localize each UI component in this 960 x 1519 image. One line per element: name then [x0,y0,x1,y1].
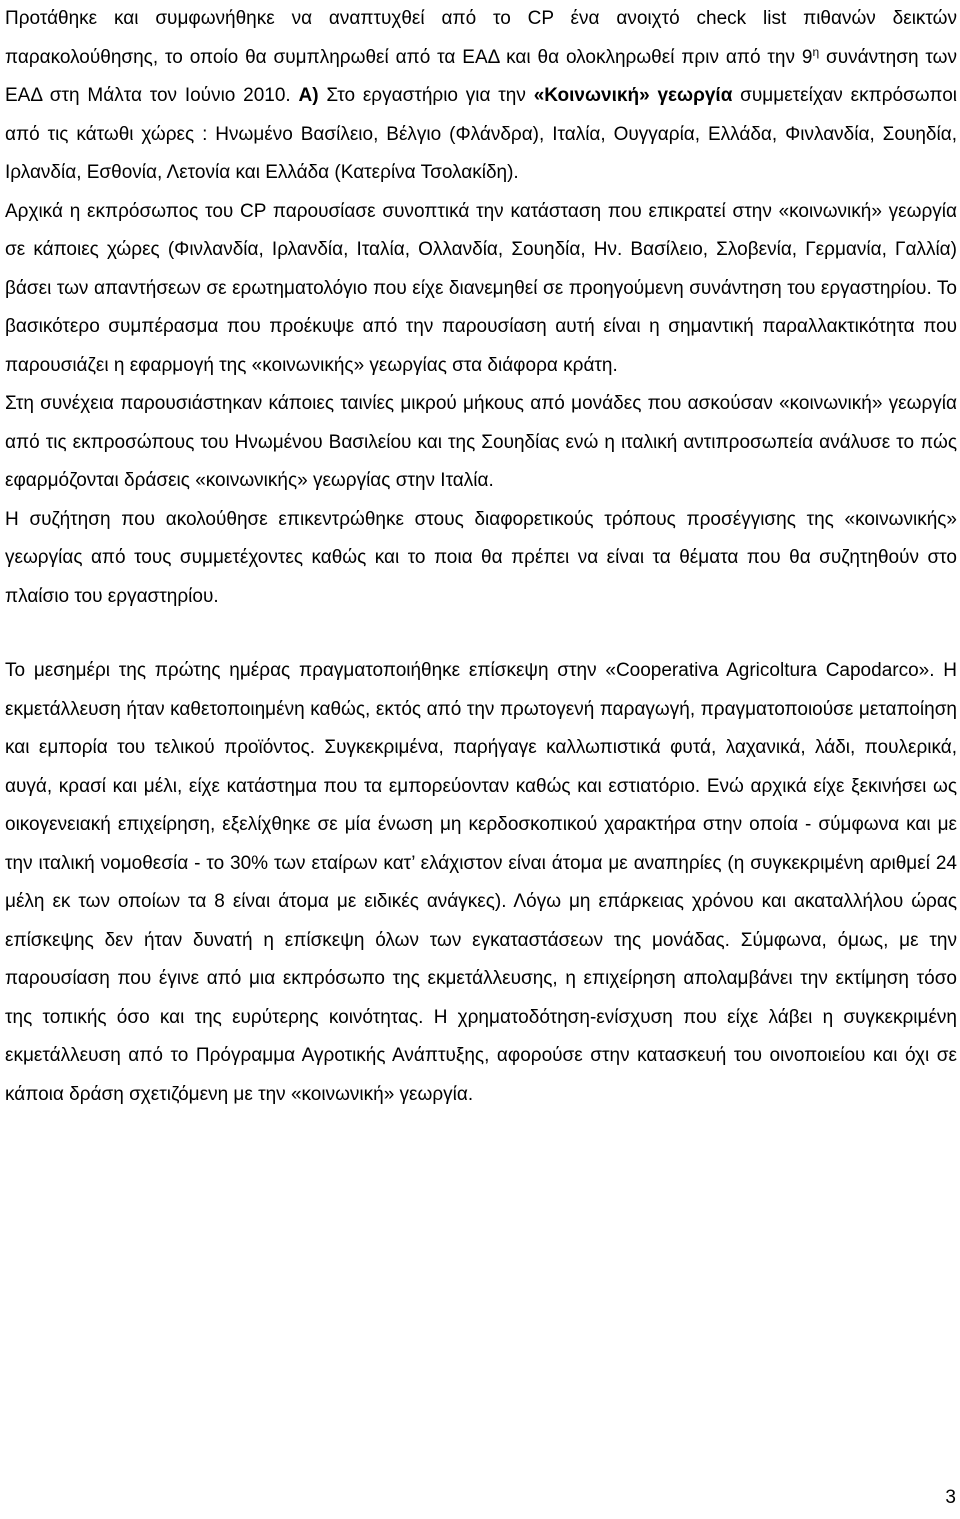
paragraph-intro-text: Προτάθηκε και συμφωνήθηκε να αναπτυχθεί από το CP ένα ανοιχτό check list πιθανών δεικτών παρακολούθησης, το οποίο θα συμπληρωθεί από τα ΕΑΔ και θα ολοκληρωθεί πριν από την 9 [5,8,957,68]
workshop-title: «Κοινωνική» γεωργία [533,85,733,106]
document-page [5,0,957,1114]
paragraph-gap [5,616,957,652]
paragraph-intro-text-4: συμμετείχαν εκπρόσωποι από τις κάτωθι χώρες : Ηνωμένο Βασίλειο, Βέλγιο (Φλάνδρα), Ιταλία, Ουγγαρία, Ελλάδα, Φινλανδία, Σουηδία, Ιρλανδία, Εσθονία, Λετονία και Ελλάδα (Κατερίνα Τσολακίδη). [5,85,957,183]
paragraph-intro [5,0,957,193]
superscript-ordinal: η [812,44,820,59]
paragraph-visit: Το μεσημέρι της πρώτης ημέρας πραγματοποιήθηκε επίσκεψη στην «Cooperativa Agricoltura Capodarco». Η εκμετάλλευση ήταν καθετοποιημένη καθώς, εκτός από την πρωτογενή παραγωγή, πραγματοποιούσε μεταποίηση και εμπορία του τελικού προϊόντος. Συγκεκριμένα, παρήγαγε καλλωπιστικά φυτά, λαχανικά, λάδι, πουλερικά, αυγά, κρασί και μέλι, είχε κατάστημα που τα εμπορεύονταν καθώς και εστιατόριο. Ενώ αρχικά είχε ξεκινήσει ως οικογενειακή επιχείρηση, εξελίχθηκε σε μία ένωση μη κερδοσκοπικού χαρακτήρα στην οποία - σύμφωνα και με την ιταλική νομοθεσία - το 30% των εταίρων κατ’ ελάχιστον είναι άτομα με αναπηρίες (η συγκεκριμένη αριθμεί 24 μέλη εκ των οποίων τα 8 είναι άτομα με ειδικές ανάγκες). Λόγω μη επάρκειας χρόνου και ακαταλλήλου ώρας επίσκεψης δεν ήταν δυνατή η επίσκεψη όλων των εγκαταστάσεων της μονάδας. Σύμφωνα, όμως, με την παρουσίαση που έγινε από μια εκπρόσωπο της εκμετάλλευσης, η επιχείρηση απολαμβάνει την εκτίμηση τόσο της τοπικής όσο και της ευρύτερης κοινότητας. Η χρηματοδότηση-ενίσχυση που είχε λάβει η συγκεκριμένη εκμετάλλευση από το Πρόγραμμα Αγροτικής Ανάπτυξης, αφορούσε στην κατασκευή του οινοποιείου και όχι σε κάποια δράση σχετιζόμενη με την «κοινωνική» γεωργία. [5,660,957,1105]
paragraph-films: Στη συνέχεια παρουσιάστηκαν κάποιες ταινίες μικρού μήκους από μονάδες που ασκούσαν «κοινωνική» γεωργία από τις εκπροσώπους του Ηνωμένου Βασιλείου και της Σουηδίας ενώ η ιταλική αντιπροσωπεία ανάλυσε το πώς εφαρμόζονται δράσεις «κοινωνικής» γεωργίας στην Ιταλία. [5,393,957,491]
paragraph-presentation: Αρχικά η εκπρόσωπος του CP παρουσίασε συνοπτικά την κατάσταση που επικρατεί στην «κοινωνική» γεωργία σε κάποιες χώρες (Φινλανδία, Ιρλανδία, Ιταλία, Ολλανδία, Σουηδία, Ην. Βασίλειο, Σλοβενία, Γερμανία, Γαλλία) βάσει των απαντήσεων σε ερωτηματολόγιο που είχε διανεμηθεί σε προηγούμενη συνάντηση του εργαστηρίου. Το βασικότερο συμπέρασμα που προέκυψε από την παρουσίαση αυτή είναι η σημαντική παραλλακτικότητα που παρουσιάζει η εφαρμογή της «κοινωνικής» γεωργίας στα διάφορα κράτη. [5,200,957,376]
page-number: 3 [945,1487,956,1508]
section-marker: Α) [298,85,327,106]
paragraph-discussion: Η συζήτηση που ακολούθησε επικεντρώθηκε στους διαφορετικούς τρόπους προσέγγισης της «κοινωνικής» γεωργίας από τους συμμετέχοντες καθώς και το ποια θα πρέπει να είναι τα θέματα που θα συζητηθούν στο πλαίσιο του εργαστηρίου. [5,508,957,607]
paragraph-intro-text-3: Στο εργαστήριο για την [326,85,534,106]
paragraph-intro-text-2: συνάντηση των ΕΑΔ στη Μάλτα τον Ιούνιο 2010. [5,46,957,106]
